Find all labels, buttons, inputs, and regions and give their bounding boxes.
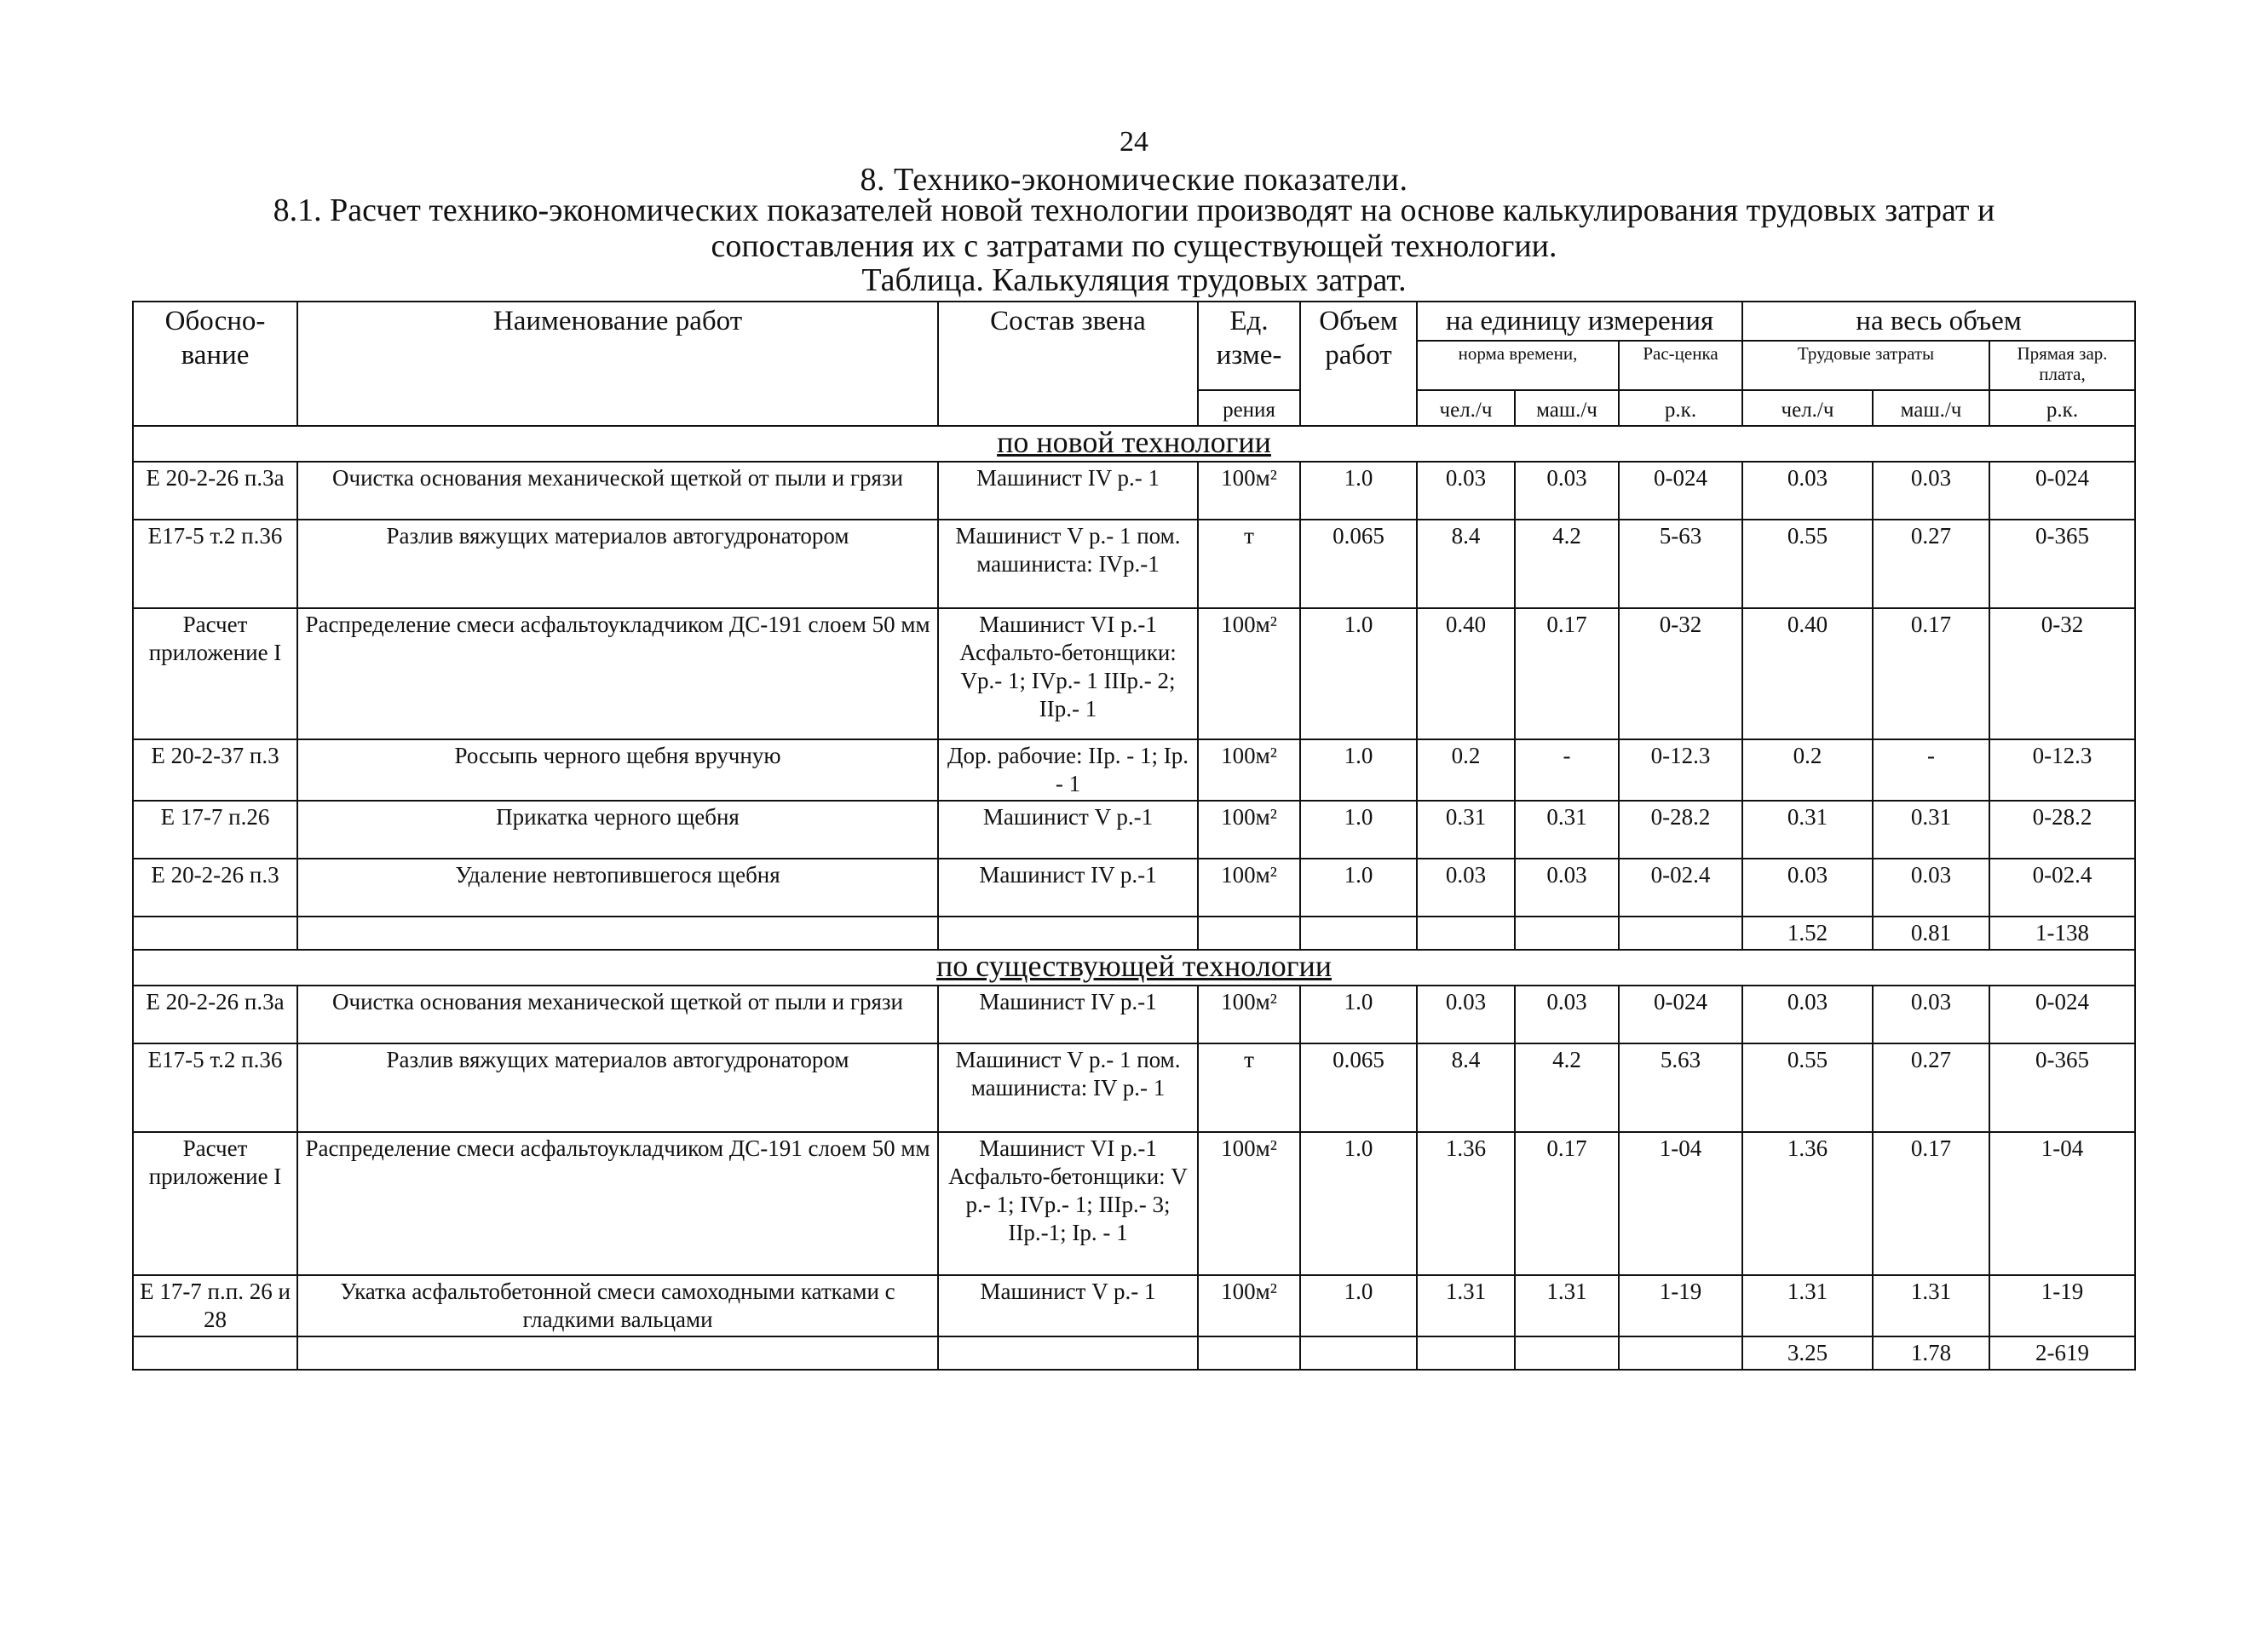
total-row-new bbox=[133, 917, 2135, 950]
header-work-name: Наименование работ bbox=[297, 302, 938, 426]
cell-norm-machine-hours: 0.17 bbox=[1515, 608, 1619, 739]
cell-norm-man-hours: 0.03 bbox=[1417, 986, 1515, 1043]
cell-empty bbox=[1198, 1336, 1300, 1370]
cell-labor-machine-hours: 0.17 bbox=[1873, 1132, 1989, 1275]
section-title: 8. Технико-экономические показатели. bbox=[860, 162, 1408, 198]
cell-labor-man-hours: 1.36 bbox=[1742, 1132, 1873, 1275]
cell-volume: 1.0 bbox=[1300, 462, 1417, 520]
header-man-hours: чел./ч bbox=[1417, 390, 1515, 426]
cell-rate: 5-63 bbox=[1619, 520, 1742, 608]
cell-justification: Е17-5 т.2 п.36 bbox=[133, 520, 297, 608]
cell-norm-man-hours: 0.2 bbox=[1417, 739, 1515, 801]
cell-empty bbox=[1198, 917, 1300, 950]
cell-wage: 0-365 bbox=[1989, 520, 2135, 608]
page-number: 24 bbox=[1120, 126, 1148, 158]
cell-unit: 100м² bbox=[1198, 801, 1300, 859]
cell-crew: Машинист V р.- 1 bbox=[938, 1275, 1198, 1336]
cell-volume: 1.0 bbox=[1300, 801, 1417, 859]
table-row bbox=[133, 608, 2135, 739]
cell-unit: 100м² bbox=[1198, 986, 1300, 1043]
cell-volume: 1.0 bbox=[1300, 739, 1417, 801]
cell-labor-man-hours: 0.40 bbox=[1742, 608, 1873, 739]
cell-norm-man-hours: 0.03 bbox=[1417, 859, 1515, 917]
section-existing-technology bbox=[133, 950, 2135, 986]
cell-labor-man-hours: 0.55 bbox=[1742, 520, 1873, 608]
cell-labor-man-hours: 0.03 bbox=[1742, 859, 1873, 917]
header-total: на весь объем bbox=[1742, 302, 2135, 341]
table-row bbox=[133, 986, 2135, 1043]
cell-norm-machine-hours: 0.31 bbox=[1515, 801, 1619, 859]
total-man-hours: 1.52 bbox=[1742, 917, 1873, 950]
cell-justification: Е 17-7 п.п. 26 и 28 bbox=[133, 1275, 297, 1336]
cell-labor-machine-hours: 0.31 bbox=[1873, 801, 1989, 859]
cell-empty bbox=[297, 917, 938, 950]
cell-norm-machine-hours: 0.17 bbox=[1515, 1132, 1619, 1275]
cell-justification: Е 20-2-26 п.3 bbox=[133, 859, 297, 917]
cell-norm-machine-hours: 0.03 bbox=[1515, 986, 1619, 1043]
table-row bbox=[133, 1043, 2135, 1132]
cell-labor-man-hours: 0.31 bbox=[1742, 801, 1873, 859]
header-unit-tail: рения bbox=[1198, 390, 1300, 426]
cell-unit: т bbox=[1198, 1043, 1300, 1132]
header-rate: Рас-ценка bbox=[1619, 341, 1742, 390]
table-row bbox=[133, 520, 2135, 608]
header-man-hours-total: чел./ч bbox=[1742, 390, 1873, 426]
total-wage: 2-619 bbox=[1989, 1336, 2135, 1370]
labor-cost-table bbox=[132, 301, 2136, 1371]
header-unit: Ед. изме- bbox=[1198, 302, 1300, 390]
cell-empty bbox=[1300, 1336, 1417, 1370]
cell-volume: 1.0 bbox=[1300, 1275, 1417, 1336]
cell-unit: 100м² bbox=[1198, 608, 1300, 739]
cell-wage: 0-02.4 bbox=[1989, 859, 2135, 917]
header-justification: Обосно-вание bbox=[133, 302, 297, 426]
cell-unit: 100м² bbox=[1198, 1132, 1300, 1275]
table-row bbox=[133, 1275, 2135, 1336]
cell-empty bbox=[938, 917, 1198, 950]
cell-labor-man-hours: 1.31 bbox=[1742, 1275, 1873, 1336]
cell-wage: 0-024 bbox=[1989, 986, 2135, 1043]
cell-norm-man-hours: 0.03 bbox=[1417, 462, 1515, 520]
cell-crew: Машинист IV р.-1 bbox=[938, 859, 1198, 917]
cell-work-name: Разлив вяжущих материалов автогудронатором bbox=[297, 1043, 938, 1132]
cell-wage: 0-28.2 bbox=[1989, 801, 2135, 859]
cell-unit: 100м² bbox=[1198, 739, 1300, 801]
cell-rate: 0-024 bbox=[1619, 462, 1742, 520]
cell-norm-machine-hours: 0.03 bbox=[1515, 859, 1619, 917]
header-time-norm: норма времени, bbox=[1417, 341, 1619, 390]
cell-unit: т bbox=[1198, 520, 1300, 608]
cell-norm-machine-hours: 4.2 bbox=[1515, 1043, 1619, 1132]
cell-unit: 100м² bbox=[1198, 1275, 1300, 1336]
cell-wage: 0-32 bbox=[1989, 608, 2135, 739]
cell-rate: 0-02.4 bbox=[1619, 859, 1742, 917]
cell-rate: 5.63 bbox=[1619, 1043, 1742, 1132]
cell-norm-man-hours: 0.31 bbox=[1417, 801, 1515, 859]
cell-norm-man-hours: 0.40 bbox=[1417, 608, 1515, 739]
cell-empty bbox=[297, 1336, 938, 1370]
cell-justification: Е 20-2-37 п.3 bbox=[133, 739, 297, 801]
cell-wage: 1-04 bbox=[1989, 1132, 2135, 1275]
cell-norm-machine-hours: 4.2 bbox=[1515, 520, 1619, 608]
table-row bbox=[133, 739, 2135, 801]
intro-line-2: сопоставления их с затратами по существующей технологии. bbox=[711, 228, 1557, 264]
section-new-technology-cell bbox=[133, 426, 2135, 462]
header-crew: Состав звена bbox=[938, 302, 1198, 426]
cell-labor-man-hours: 0.55 bbox=[1742, 1043, 1873, 1132]
cell-work-name: Укатка асфальтобетонной смеси самоходными катками с гладкими вальцами bbox=[297, 1275, 938, 1336]
cell-labor-machine-hours: 0.27 bbox=[1873, 1043, 1989, 1132]
cell-crew: Машинист VI р.-1 Асфальто-бетонщики: Vр.- 1; IVр.- 1 IIIр.- 2; IIр.- 1 bbox=[938, 608, 1198, 739]
total-row-old bbox=[133, 1336, 2135, 1370]
cell-work-name: Распределение смеси асфальтоукладчиком ДС-191 слоем 50 мм bbox=[297, 608, 938, 739]
cell-labor-machine-hours: - bbox=[1873, 739, 1989, 801]
cell-norm-man-hours: 1.31 bbox=[1417, 1275, 1515, 1336]
cell-norm-machine-hours: 0.03 bbox=[1515, 462, 1619, 520]
cell-labor-machine-hours: 0.03 bbox=[1873, 859, 1989, 917]
cell-volume: 0.065 bbox=[1300, 520, 1417, 608]
cell-justification: Е 20-2-26 п.3а bbox=[133, 986, 297, 1043]
cell-empty bbox=[1417, 1336, 1515, 1370]
cell-empty bbox=[133, 1336, 297, 1370]
table-row bbox=[133, 859, 2135, 917]
cell-norm-man-hours: 8.4 bbox=[1417, 1043, 1515, 1132]
cell-rate: 0-12.3 bbox=[1619, 739, 1742, 801]
cell-work-name: Россыпь черного щебня вручную bbox=[297, 739, 938, 801]
table-row bbox=[133, 462, 2135, 520]
cell-empty bbox=[1300, 917, 1417, 950]
cell-labor-man-hours: 0.03 bbox=[1742, 986, 1873, 1043]
section-existing-technology-cell bbox=[133, 950, 2135, 986]
cell-labor-machine-hours: 0.17 bbox=[1873, 608, 1989, 739]
cell-norm-machine-hours: - bbox=[1515, 739, 1619, 801]
cell-volume: 1.0 bbox=[1300, 859, 1417, 917]
table-row bbox=[133, 801, 2135, 859]
total-man-hours: 3.25 bbox=[1742, 1336, 1873, 1370]
section-existing-technology-label: по существующей технологии bbox=[936, 950, 1332, 984]
cell-justification: Е 17-7 п.26 bbox=[133, 801, 297, 859]
cell-crew: Машинист V р.- 1 пом. машиниста: IVр.-1 bbox=[938, 520, 1198, 608]
header-machine-hours-total: маш./ч bbox=[1873, 390, 1989, 426]
cell-rate: 1-19 bbox=[1619, 1275, 1742, 1336]
header-rk-total: р.к. bbox=[1989, 390, 2135, 426]
cell-norm-man-hours: 8.4 bbox=[1417, 520, 1515, 608]
section-new-technology bbox=[133, 426, 2135, 462]
cell-wage: 0-12.3 bbox=[1989, 739, 2135, 801]
cell-rate: 0-024 bbox=[1619, 986, 1742, 1043]
total-wage: 1-138 bbox=[1989, 917, 2135, 950]
cell-justification: Е 20-2-26 п.3а bbox=[133, 462, 297, 520]
cell-crew: Машинист V р.-1 bbox=[938, 801, 1198, 859]
cell-rate: 0-32 bbox=[1619, 608, 1742, 739]
cell-labor-machine-hours: 0.27 bbox=[1873, 520, 1989, 608]
cell-rate: 0-28.2 bbox=[1619, 801, 1742, 859]
cell-rate: 1-04 bbox=[1619, 1132, 1742, 1275]
total-machine-hours: 0.81 bbox=[1873, 917, 1989, 950]
header-volume: Объем работ bbox=[1300, 302, 1417, 426]
cell-empty bbox=[133, 917, 297, 950]
cell-norm-man-hours: 1.36 bbox=[1417, 1132, 1515, 1275]
section-new-technology-label: по новой технологии bbox=[997, 426, 1271, 460]
cell-unit: 100м² bbox=[1198, 462, 1300, 520]
intro-line-1: 8.1. Расчет технико-экономических показателей новой технологии производят на основе калькулирования трудовых затрат и bbox=[273, 193, 1995, 228]
cell-empty bbox=[938, 1336, 1198, 1370]
header-row-1 bbox=[133, 302, 2135, 341]
cell-work-name: Разлив вяжущих материалов автогудронатором bbox=[297, 520, 938, 608]
header-rk: р.к. bbox=[1619, 390, 1742, 426]
cell-crew: Машинист IV р.-1 bbox=[938, 986, 1198, 1043]
cell-crew: Машинист IV р.- 1 bbox=[938, 462, 1198, 520]
cell-unit: 100м² bbox=[1198, 859, 1300, 917]
table-caption: Таблица. Калькуляция трудовых затрат. bbox=[861, 262, 1407, 298]
header-per-unit: на единицу измерения bbox=[1417, 302, 1742, 341]
cell-work-name: Распределение смеси асфальтоукладчиком ДС-191 слоем 50 мм bbox=[297, 1132, 938, 1275]
cell-norm-machine-hours: 1.31 bbox=[1515, 1275, 1619, 1336]
cell-work-name: Очистка основания механической щеткой от пыли и грязи bbox=[297, 462, 938, 520]
cell-crew: Дор. рабочие: IIр. - 1; Iр. - 1 bbox=[938, 739, 1198, 801]
cell-volume: 1.0 bbox=[1300, 1132, 1417, 1275]
cell-justification: Расчет приложение I bbox=[133, 1132, 297, 1275]
cell-volume: 1.0 bbox=[1300, 986, 1417, 1043]
cell-empty bbox=[1515, 1336, 1619, 1370]
header-wage: Прямая зар. плата, bbox=[1989, 341, 2135, 390]
cell-justification: Е17-5 т.2 п.36 bbox=[133, 1043, 297, 1132]
cell-labor-machine-hours: 0.03 bbox=[1873, 462, 1989, 520]
cell-wage: 0-365 bbox=[1989, 1043, 2135, 1132]
header-machine-hours: маш./ч bbox=[1515, 390, 1619, 426]
cell-justification: Расчет приложение I bbox=[133, 608, 297, 739]
cell-empty bbox=[1417, 917, 1515, 950]
header-labor: Трудовые затраты bbox=[1742, 341, 1989, 390]
cell-work-name: Очистка основания механической щеткой от пыли и грязи bbox=[297, 986, 938, 1043]
cell-labor-man-hours: 0.2 bbox=[1742, 739, 1873, 801]
cell-empty bbox=[1515, 917, 1619, 950]
cell-labor-machine-hours: 0.03 bbox=[1873, 986, 1989, 1043]
cell-empty bbox=[1619, 1336, 1742, 1370]
cell-crew: Машинист V р.- 1 пом. машиниста: IV р.- 1 bbox=[938, 1043, 1198, 1132]
cell-empty bbox=[1619, 917, 1742, 950]
cell-labor-machine-hours: 1.31 bbox=[1873, 1275, 1989, 1336]
cell-labor-man-hours: 0.03 bbox=[1742, 462, 1873, 520]
cell-work-name: Удаление невтопившегося щебня bbox=[297, 859, 938, 917]
total-machine-hours: 1.78 bbox=[1873, 1336, 1989, 1370]
cell-volume: 1.0 bbox=[1300, 608, 1417, 739]
cell-wage: 0-024 bbox=[1989, 462, 2135, 520]
cell-volume: 0.065 bbox=[1300, 1043, 1417, 1132]
cell-crew: Машинист VI р.-1 Асфальто-бетонщики: V р.- 1; IVр.- 1; IIIр.- 3; IIр.-1; Iр. - 1 bbox=[938, 1132, 1198, 1275]
table-row bbox=[133, 1132, 2135, 1275]
table-body bbox=[133, 302, 2135, 1370]
cell-wage: 1-19 bbox=[1989, 1275, 2135, 1336]
cell-work-name: Прикатка черного щебня bbox=[297, 801, 938, 859]
